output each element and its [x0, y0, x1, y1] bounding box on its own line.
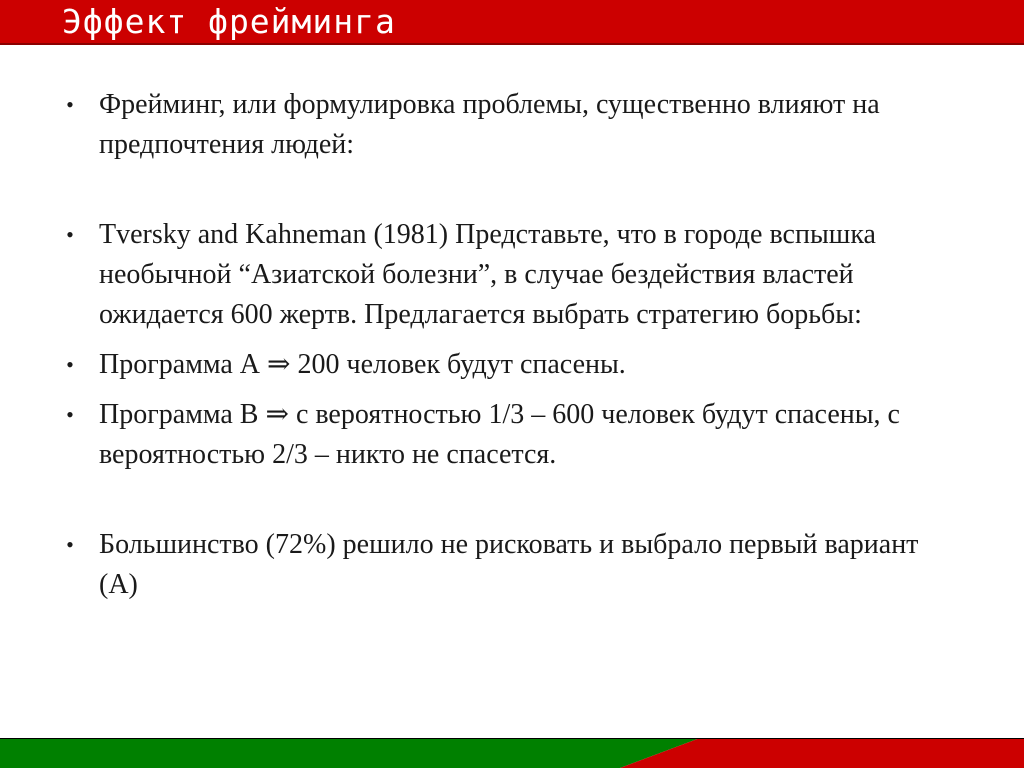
- footer-band: [0, 738, 1024, 768]
- bullet-item: [60, 395, 960, 475]
- bullet-item: [60, 525, 960, 605]
- bullet-text: Программа А ⇒ 200 человек будут спасены.: [99, 349, 626, 380]
- bullet-text: Программа B ⇒ с вероятностью 1/3 – 600 человек будут спасены, с вероятностью 2/3 – никто не спасется.: [99, 399, 900, 470]
- bullet-dot-icon: •: [66, 92, 74, 117]
- bullet-dot-icon: •: [66, 352, 74, 377]
- spacer: [60, 165, 960, 215]
- spacer: [60, 475, 960, 525]
- bullet-text: Фрейминг, или формулировка проблемы, существенно влияют на предпочтения людей:: [99, 89, 880, 160]
- bullet-text: Большинство (72%) решило не рисковать и выбрало первый вариант (А): [99, 529, 919, 600]
- footer-green-band: [0, 738, 700, 768]
- slide-body: [60, 85, 960, 605]
- bullet-dot-icon: •: [66, 532, 74, 557]
- title-divider: [0, 43, 1024, 45]
- spacer: [60, 385, 960, 395]
- title-bar: [0, 0, 1024, 45]
- bullet-text: Tversky and Kahneman (1981) Представьте, что в городе вспышка необычной “Азиатской болезни”, в случае бездействия властей ожидается 600 жертв. Предлагается выбрать стратегию борьбы:: [99, 219, 876, 330]
- bullet-dot-icon: •: [66, 402, 74, 427]
- bullet-dot-icon: •: [66, 222, 74, 247]
- bullet-item: [60, 345, 960, 385]
- slide-title: Эффект фрейминга: [62, 2, 396, 41]
- bullet-item: [60, 215, 960, 335]
- spacer: [60, 335, 960, 345]
- bullet-item: [60, 85, 960, 165]
